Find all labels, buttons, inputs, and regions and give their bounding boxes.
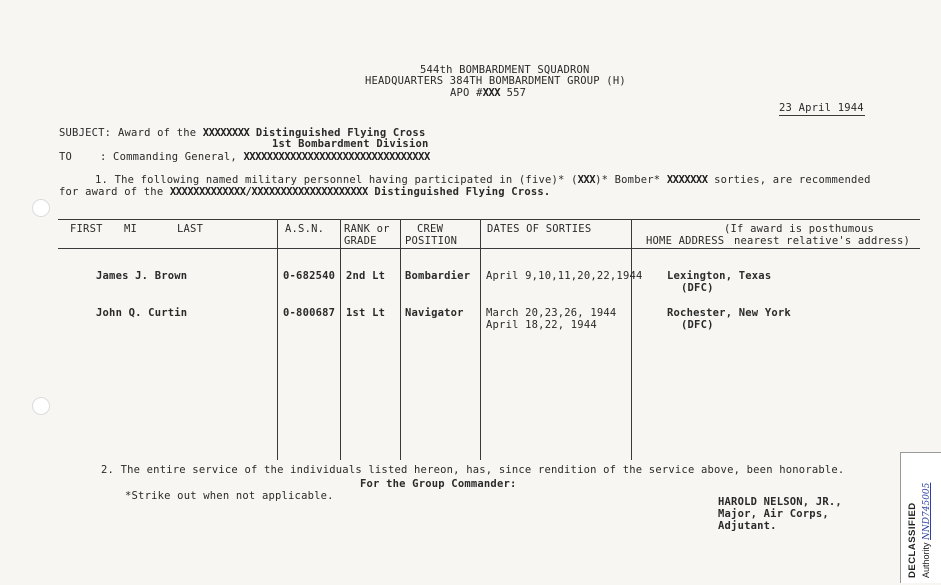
struck-text: XXX: [482, 87, 501, 99]
punch-hole: [32, 397, 50, 415]
struck-text: XXXXXXXX: [202, 127, 250, 139]
header-rank-1: RANK or: [344, 223, 390, 235]
header-first: FIRST: [70, 223, 103, 235]
apo-line: APO #XXX 557: [450, 87, 527, 99]
struck-text: XXXXXXXXXXXXXXXXXXXXXXXXXXXXXXXX: [243, 151, 430, 163]
subject-line: Award of the XXXXXXXX Distinguished Flying Cross: [118, 127, 426, 139]
signer-rank: Major, Air Corps,: [718, 508, 829, 520]
award-name: Distinguished Flying Cross: [255, 127, 426, 139]
to-line: : Commanding General, XXXXXXXXXXXXXXXXXXXXXXXXXXXXXXXX: [100, 151, 430, 163]
table-column-divider: [631, 219, 632, 460]
subject-label: SUBJECT:: [59, 127, 112, 139]
row-address: Rochester, New York: [667, 307, 791, 319]
header-home-address: HOME ADDRESS: [646, 235, 725, 247]
declassified-label: DECLASSIFIED: [907, 502, 918, 578]
row-position: Bombardier: [405, 270, 471, 282]
header-nearest: nearest relative's address): [734, 235, 911, 247]
row-address: Lexington, Texas: [667, 270, 772, 282]
table-column-divider: [480, 219, 481, 460]
declassified-stamp: [900, 452, 941, 583]
row-dates-continued: April 18,22, 1944: [486, 319, 597, 331]
to-label: TO: [59, 151, 73, 163]
row-asn: 0-682540: [283, 270, 336, 282]
punch-hole: [32, 199, 50, 217]
row-award-code: (DFC): [681, 282, 714, 294]
header-asn: A.S.N.: [285, 223, 325, 235]
struck-text: XXXXXXX: [666, 174, 708, 186]
row-rank: 1st Lt: [346, 307, 386, 319]
table-header-rule: [58, 248, 920, 249]
header-crew-2: POSITION: [405, 235, 458, 247]
row-position: Navigator: [405, 307, 464, 319]
row-dates: March 20,23,26, 1944: [486, 307, 617, 319]
row-asn: 0-800687: [283, 307, 336, 319]
document-date: 23 April 1944: [779, 102, 864, 114]
group-header: HEADQUARTERS 384TH BOMBARDMENT GROUP (H): [365, 75, 626, 87]
paragraph-1-line-1: 1. The following named military personnel having participated in (five)* (XXX)* Bomber* XXXXXXX sorties, are recommended: [95, 174, 871, 186]
paragraph-1-line-2: for award of the XXXXXXXXXXXXX/XXXXXXXXXXXXXXXXXXXX Distinguished Flying Cross.: [59, 186, 551, 198]
header-crew-1: CREW: [417, 223, 444, 235]
row-rank: 2nd Lt: [346, 270, 386, 282]
footnote: *Strike out when not applicable.: [125, 490, 334, 502]
row-dates: April 9,10,11,20,22,1944: [486, 270, 643, 282]
header-rank-2: GRADE: [344, 235, 377, 247]
squadron-header: 544th BOMBARDMENT SQUADRON: [420, 64, 590, 76]
struck-text: XXXXXXXXXXXXX/XXXXXXXXXXXXXXXXXXXX: [169, 186, 368, 198]
header-dates: DATES OF SORTIES: [487, 223, 592, 235]
row-name: James J. Brown: [96, 270, 188, 282]
table-column-divider: [400, 219, 401, 460]
row-award-code: (DFC): [681, 319, 714, 331]
authority-line: Authority NND745005: [921, 482, 932, 578]
signer-name: HAROLD NELSON, JR.,: [718, 496, 842, 508]
header-last: LAST: [177, 223, 204, 235]
struck-text: XXX: [577, 174, 596, 186]
header-mi: MI: [124, 223, 138, 235]
table-top-rule: [58, 219, 920, 220]
row-name: John Q. Curtin: [96, 307, 188, 319]
table-column-divider: [340, 219, 341, 460]
date-underline: [779, 115, 865, 116]
signer-title: Adjutant.: [718, 520, 777, 532]
paragraph-2: 2. The entire service of the individuals listed hereon, has, since rendition of the service above, been honorable.: [101, 464, 845, 476]
for-group-commander: For the Group Commander:: [360, 478, 517, 490]
table-column-divider: [277, 219, 278, 460]
division-line: 1st Bombardment Division: [272, 138, 429, 150]
authority-code: NND745005: [922, 482, 932, 540]
header-posthumous: (If award is posthumous: [724, 223, 874, 235]
